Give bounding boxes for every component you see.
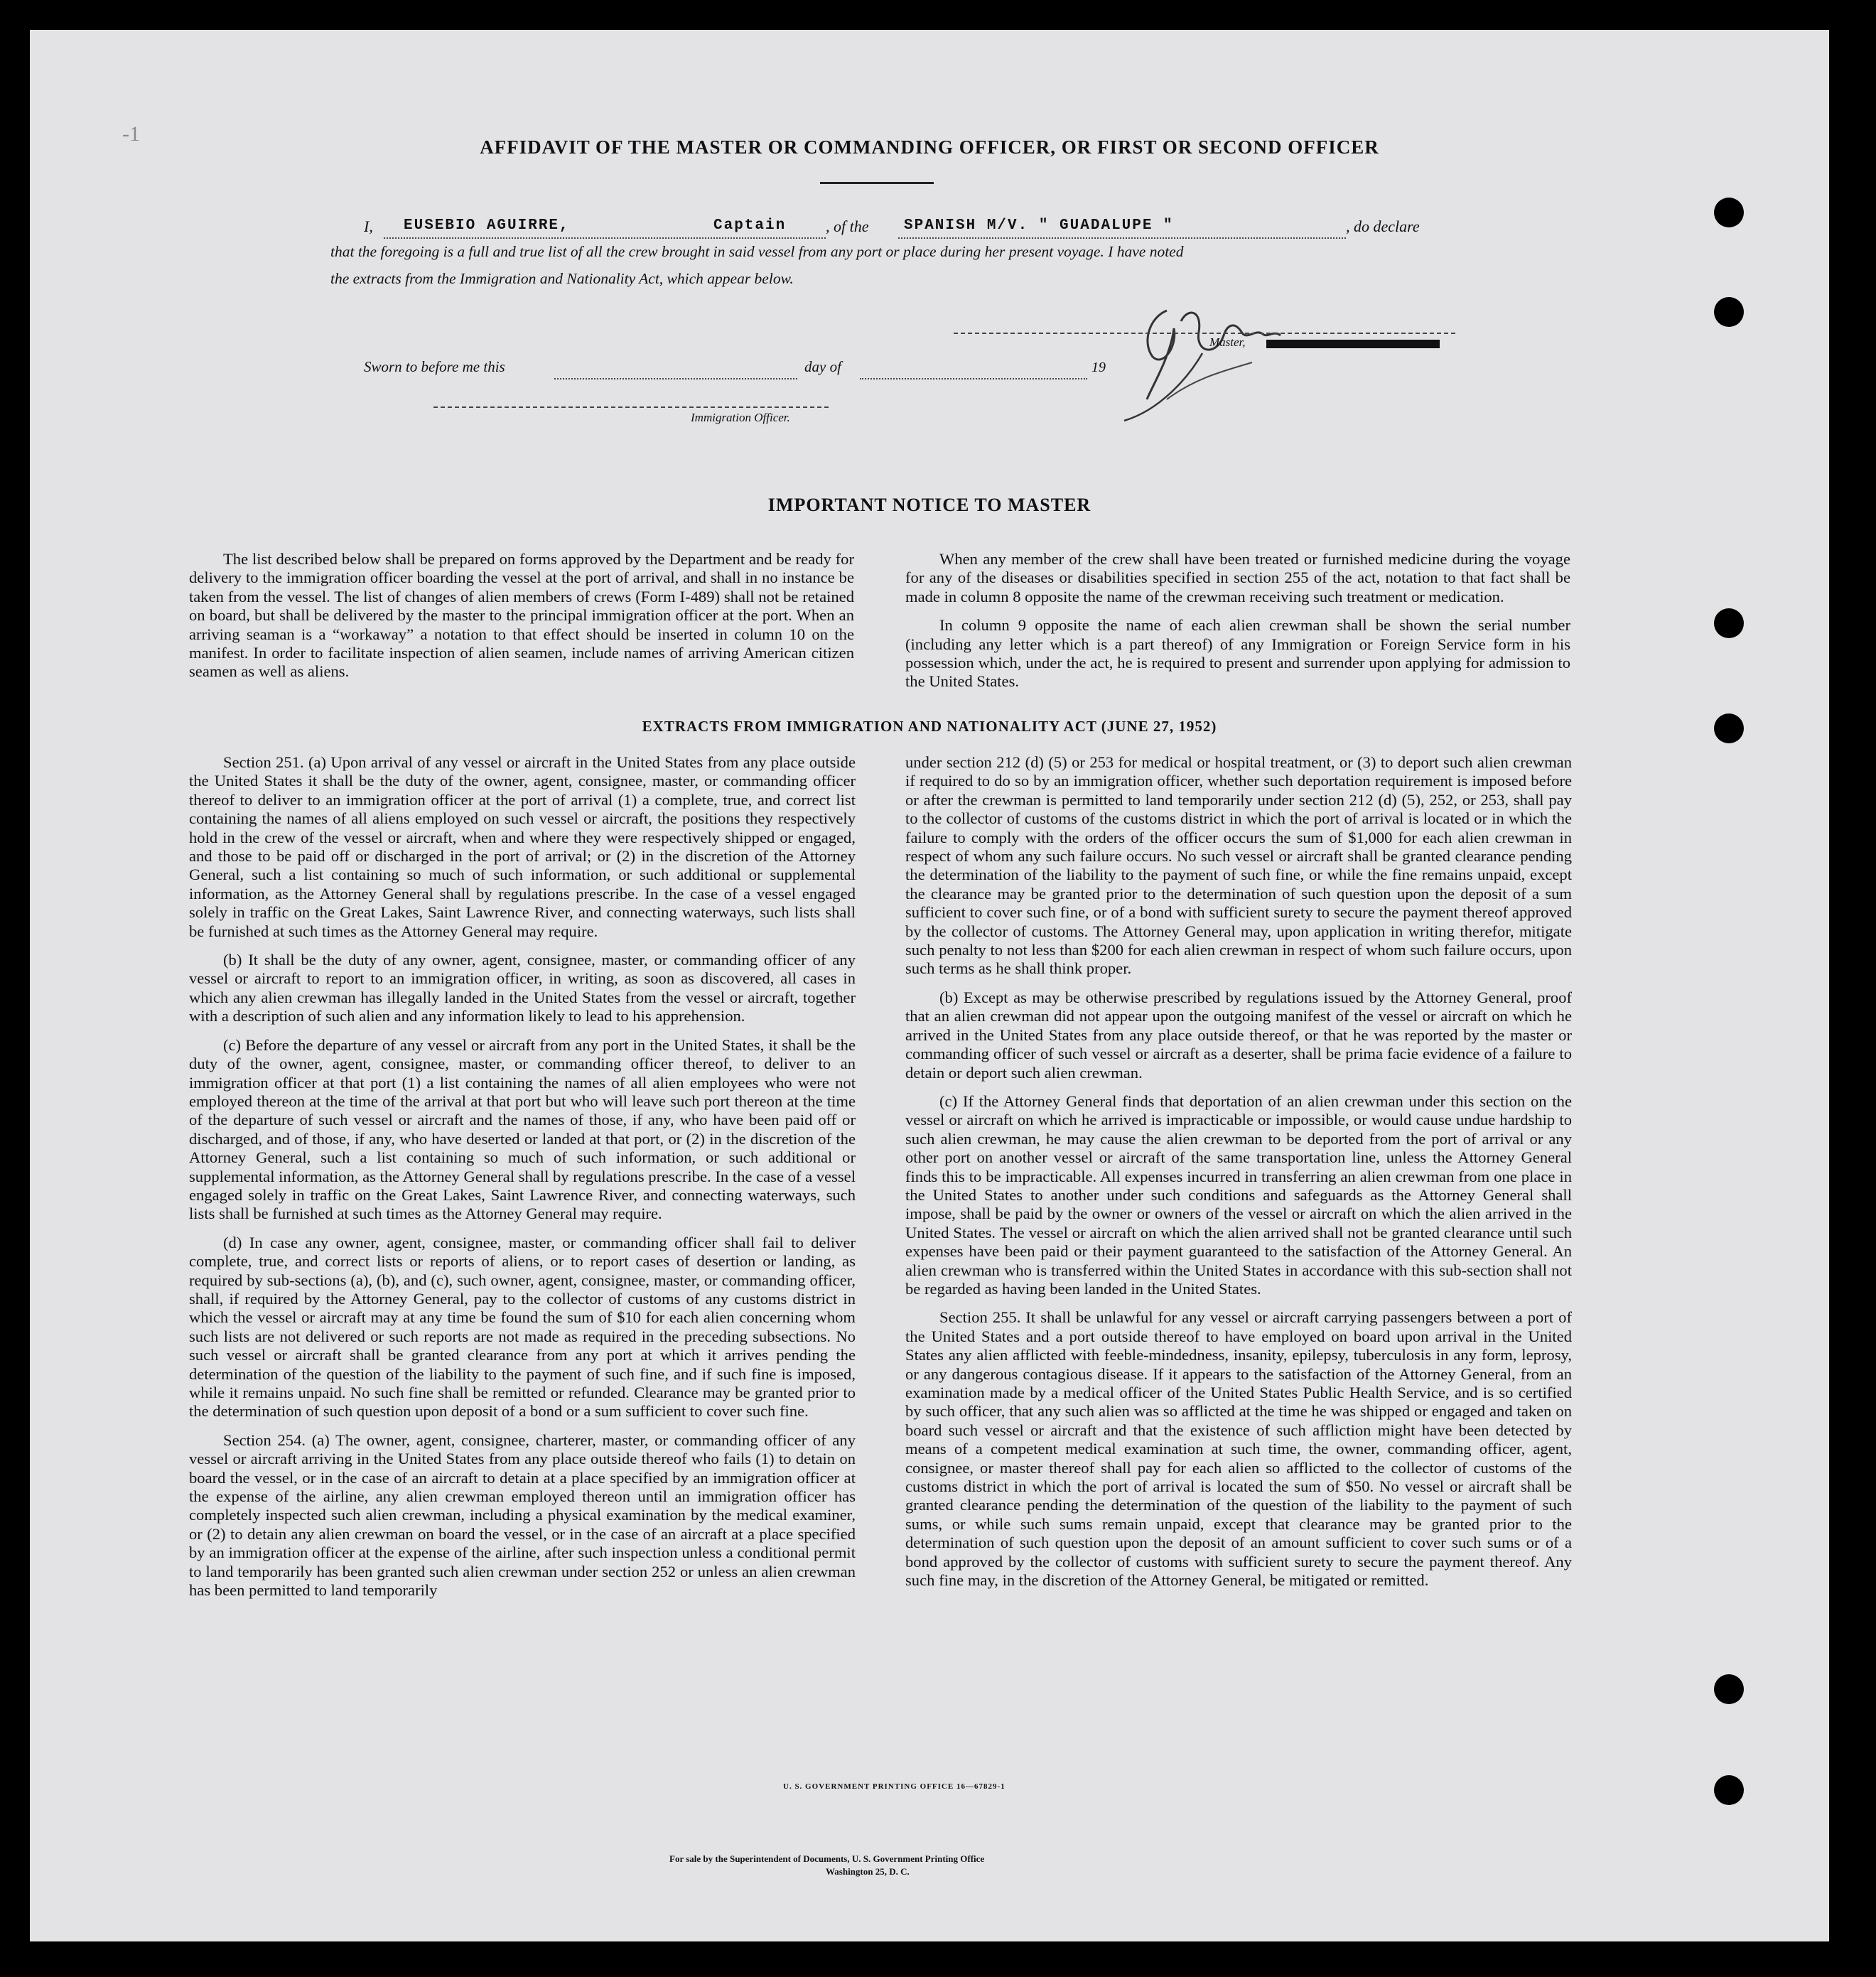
declaration-line-2: that the foregoing is a full and true list of all the crew brought in said vessel from any port or place during her present voyage. I have noted [330, 243, 1184, 260]
section-254-a-continued: under section 212 (d) (5) or 253 for medical or hospital treatment, or (3) to deport such alien crewman if required to do so by an immigration officer, whether such deportation requirement is imposed before or after the crewman is permitted to land temporarily under section 212 (d) (5), 252, or 253, shall pay to the collector of customs of the customs district in which the port of arrival is located or in which the failure to comply with the orders of the officer occurs the sum of $1,000 for each alien crewman in respect of whom any such failure occurs. No such vessel or aircraft shall be granted clearance pending the determination of the liability to the payment of such fine, or while the fine remains unpaid, except the clearance may be granted prior to the determination of such question upon the deposit of a sum sufficient to cover such fine, or of a bond with sufficient surety to secure the payment thereof approved by the collector of customs. The Attorney General may, upon application in writing therefor, mitigate such penalty to not less than $200 for each alien crewman in respect of whom such failure occurs, upon such terms as he shall think proper. [905, 753, 1572, 978]
redaction-bar [1266, 340, 1440, 348]
do-declare-label: , do declare [1346, 217, 1420, 235]
i-prefix: I, [364, 217, 373, 235]
sworn-month-field [860, 362, 1087, 379]
master-rank: Captain [713, 217, 787, 234]
extracts-title: EXTRACTS FROM IMMIGRATION AND NATIONALITY ACT (JUNE 27, 1952) [642, 718, 1217, 735]
sworn-day-field [554, 362, 797, 379]
document-page [30, 30, 1829, 1941]
margin-mark: -1 [122, 122, 140, 146]
section-254-b: (b) Except as may be otherwise prescribed by regulations issued by the Attorney General, proof that an alien crewman did not appear upon the outgoing manifest of the vessel or aircraft on which he arrived in the United States from any place outside thereof, or that he was reported by the master or commanding officer of such vessel or aircraft as a deserter, shall be prima facie evidence of a failure to detain or deport such alien crewman. [905, 988, 1572, 1082]
officer-label: Immigration Officer. [691, 411, 790, 424]
notice-title: IMPORTANT NOTICE TO MASTER [767, 495, 1091, 515]
officer-signature-line [433, 405, 829, 408]
section-251-c: (c) Before the departure of any vessel or aircraft from any port in the United States, it shall be the duty of the owner, agent, consignee, master, or commanding officer thereof, to deliver to an immigration officer at that port (1) a list containing the names of all alien employees who were not employed thereon at the time of the arrival at that port but who will leave such port thereon at the time of the departure of such vessel or aircraft and the names of those, if any, who have been paid off or discharged, and of those, if any, who have deserted or landed at that port, or (2) in the discretion of the Attorney General, such a list containing so much of such information, or such additional or supplemental information, as the Attorney General shall by regulations prescribe. In the case of a vessel engaged solely in traffic on the Great Lakes, Saint Lawrence River, and connecting waterways, such lists shall be furnished at such times as the Attorney General may require. [189, 1035, 856, 1223]
of-the-label: , of the [826, 217, 869, 235]
punch-hole [1714, 198, 1744, 227]
notice-right-column [905, 550, 1570, 701]
punch-hole [1714, 608, 1744, 638]
declaration-line-3: the extracts from the Immigration and Nationality Act, which appear below. [330, 270, 794, 287]
sale-notice-line-1: For sale by the Superintendent of Documents, U. S. Government Printing Office [669, 1853, 985, 1864]
section-251-a: Section 251. (a) Upon arrival of any vessel or aircraft in the United States from any place outside the United States it shall be the duty of the owner, agent, consignee, master, or commanding officer thereof to deliver to an immigration officer at the port of arrival (1) a complete, true, and correct list containing the names of all aliens employed on such vessel or aircraft, the positions they respectively hold in the crew of the vessel or aircraft, when and where they were respectively shipped or engaged, and those to be paid off or discharged in the port of arrival; or (2) in the discretion of the Attorney General, such a list containing so much of such information, or such additional or supplemental information, as the Attorney General shall by regulations prescribe. In the case of a vessel engaged solely in traffic on the Great Lakes, Saint Lawrence River, and connecting waterways, such lists shall be furnished at such times as the Attorney General may require. [189, 753, 856, 940]
master-signature-line [954, 331, 1455, 334]
section-251-b: (b) It shall be the duty of any owner, agent, consignee, master, or commanding officer of any vessel or aircraft to report to an immigration officer, in writing, as soon as discovered, all cases in which any alien crewman has illegally landed in the United States from the vessel or aircraft, together with a description of such alien and any information likely to lead to his apprehension. [189, 951, 856, 1025]
master-name: EUSEBIO AGUIRRE, [404, 217, 570, 234]
master-label: Master, [1209, 335, 1246, 349]
punch-hole [1714, 297, 1744, 327]
affidavit-title: AFFIDAVIT OF THE MASTER OR COMMANDING OFFICER, OR FIRST OR SECOND OFFICER [480, 136, 1379, 158]
section-251-d: (d) In case any owner, agent, consignee, master, or commanding officer shall fail to deliver complete, true, and correct lists or reports of aliens, or to report cases of desertion or landing, as required by sub-sections (a), (b), and (c), such owner, agent, consignee, master, or commanding officer, shall, if required by the Attorney General, pay to the collector of customs of any customs district in which the vessel or aircraft may at any time be found the sum of $10 for each alien concerning whom such lists are not delivered or such reports are not made as required in the preceding subsections. No such vessel or aircraft shall be granted clearance from any port at which it arrives pending the determination of the question of the liability to the payment of such fine, and if such fine is imposed, while it remains unpaid. No such fine shall be remitted or refunded. Clearance may be granted prior to the determination of such question upon deposit of a bond or a sum sufficient to cover such fine. [189, 1233, 856, 1421]
notice-right-text-1: When any member of the crew shall have been treated or furnished medicine during the voyage for any of the diseases or disabilities specified in section 255 of the act, notation to that fact shall be made in column 8 opposite the name of the crewman receiving such treatment or medication. [905, 550, 1570, 605]
punch-hole [1714, 713, 1744, 743]
sworn-label: Sworn to before me this [364, 358, 505, 375]
punch-hole [1714, 1674, 1744, 1704]
declaration-line [364, 216, 1465, 240]
year-prefix: 19 [1091, 360, 1106, 375]
vessel-name: SPANISH M/V. " GUADALUPE " [904, 217, 1174, 234]
day-of-label: day of [804, 358, 841, 375]
title-rule [820, 182, 934, 184]
section-254-a: Section 254. (a) The owner, agent, consignee, charterer, master, or commanding officer of any vessel or aircraft arriving in the United States from any place outside thereof who fails (1) to detain on board the vessel, or in the case of an aircraft to detain at a place specified by an immigration officer at the expense of the airline, any alien crewman employed thereon until an immigration officer has completely inspected such alien crewman, including a physical examination by the medical examiner, or (2) to detain any alien crewman on board the vessel, or in the case of an aircraft at a place specified by an immigration officer at the expense of the airline, after such inspection unless a conditional permit to land temporarily has been granted such alien crewman under section 252 or unless an alien crewman has been permitted to land temporarily [189, 1431, 856, 1600]
notice-left-text: The list described below shall be prepared on forms approved by the Department and be ready for delivery to the immigration officer boarding the vessel at the port of arrival, and shall in no instance be taken from the vessel. The list of changes of alien members of crews (Form I-489) shall not be retained on board, but shall be delivered by the master to the principal immigration officer at the port. When an arriving seaman is a “workaway” a notation to that effect should be inserted in column 10 on the manifest. In order to facilitate inspection of alien seamen, include names of arriving American citizen seamen as well as aliens. [189, 550, 854, 681]
notice-right-text-2: In column 9 opposite the name of each alien crewman shall be shown the serial number (including any letter which is a part thereof) of any Immigration or Foreign Service form in his possession which, under the act, he is required to present and surrender upon applying for admission to the United States. [905, 616, 1570, 691]
sale-notice-line-2: Washington 25, D. C. [826, 1866, 910, 1877]
notice-left-column [189, 550, 854, 691]
section-255: Section 255. It shall be unlawful for any vessel or aircraft carrying passengers between a port of the United States and a port outside thereof to have employed on board upon arrival in the United States any alien afflicted with feeble-mindedness, insanity, epilepsy, tuberculosis in any form, leprosy, or any dangerous contagious disease. If it appears to the satisfaction of the Attorney General, from an examination made by a medical officer of the United States Public Health Service, and is so certified by such officer, that any such alien was so afflicted at the time he was shipped or engaged and taken on board such vessel or aircraft and that the existence of such affliction might have been detected by means of a competent medical examination at such time, the owner, commanding officer, agent, consignee, or master thereof shall pay for each alien so afflicted to the collector of customs of the customs district in which the port of arrival is located the sum of $50. No vessel or aircraft shall be granted clearance pending the determination of the question of the liability to the payment of such sums, or while such sums remain unpaid, except that clearance may be granted prior to the determination of such question upon the deposit of an amount sufficient to cover such sums or of a bond approved by the collector of customs with sufficient surety to secure the payment thereof. Any such fine may, in the discretion of the Attorney General, be mitigated or remitted. [905, 1308, 1572, 1590]
extracts-right-column [905, 753, 1572, 1600]
gpo-imprint: U. S. GOVERNMENT PRINTING OFFICE 16—67829-1 [783, 1782, 1006, 1791]
master-signature [1082, 279, 1337, 435]
extracts-left-column [189, 753, 856, 1610]
section-254-c: (c) If the Attorney General finds that deportation of an alien crewman under this section on the vessel or aircraft on which he arrived is impracticable or impossible, or would cause undue hardship to such alien crewman, he may cause the alien crewman to be deported from the port of arrival or any other port on another vessel or aircraft of the same transportation line, unless the Attorney General finds this to be impracticable. All expenses incurred in transferring an alien crewman from one place in the United States to another under such conditions and safeguards as the Attorney General shall impose, shall be paid by the owner or owners of the vessel or aircraft on which the alien arrived in the United States. The vessel or aircraft on which the alien arrived shall not be granted clearance until such expenses have been paid or their payment guaranteed to the satisfaction of the Attorney General. An alien crewman who is transferred within the United States in accordance with this sub-section shall not be regarded as having been landed in the United States. [905, 1092, 1572, 1298]
punch-hole [1714, 1775, 1744, 1805]
